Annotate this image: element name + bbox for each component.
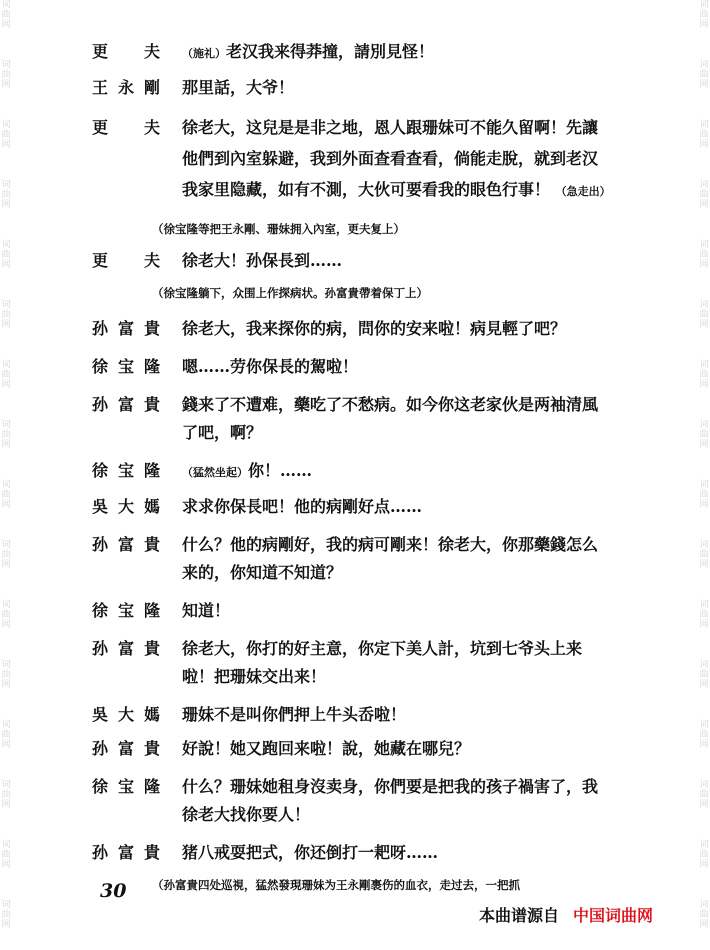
dialogue-text: 徐老大，我来探你的病，問你的安来啦！病見輕了吧？ xyxy=(182,319,567,338)
watermark-mark: 词 曲 网 xyxy=(1,240,11,270)
speaker-name: 孙富貴 xyxy=(92,739,171,758)
page-number: 30 xyxy=(100,880,127,902)
dialogue-text: 錢来了不遭难，藥吃了不愁病。如今你这老家伙是两袖清風了吧，啊？ xyxy=(182,395,599,442)
watermark-mark: 词 曲 网 xyxy=(699,60,709,90)
dialogue-line xyxy=(92,635,612,691)
watermark-mark: 词 曲 网 xyxy=(1,300,11,330)
watermark-mark: 词 曲 网 xyxy=(1,600,11,630)
watermark-mark: 词 曲 网 xyxy=(699,540,709,570)
watermark-mark: 词 曲 网 xyxy=(699,480,709,510)
watermark-mark: 词 曲 网 xyxy=(1,360,11,390)
watermark-mark: 词 曲 网 xyxy=(699,780,709,810)
dialogue-text: 什么？珊妹她租身沒卖身，你們要是把我的孩子禍害了，我徐老大找你要人！ xyxy=(182,777,599,824)
watermark-mark: 词 曲 网 xyxy=(699,420,709,450)
speaker-name: 徐宝隆 xyxy=(92,461,171,480)
speaker-name: 徐宝隆 xyxy=(92,357,171,376)
script-page xyxy=(92,42,612,907)
watermark-mark: 词 曲 网 xyxy=(1,840,11,870)
dialogue-text: 徐老大！孙保長到…… xyxy=(182,251,343,270)
watermark-mark: 词 曲 网 xyxy=(699,900,709,930)
dialogue-text: 求求你保長吧！他的病剛好点…… xyxy=(182,497,423,516)
dialogue-line xyxy=(92,251,612,271)
speaker-name: 孙富貴 xyxy=(92,319,171,338)
watermark-mark: 词 曲 网 xyxy=(1,60,11,90)
dialogue-text: 徐老大，这兒是是非之地，恩人跟珊妹可不能久留啊！先讓他們到內室躲避，我到外面查看查看，倘能走脫，就到老汉我家里隐藏，如有不測，大伙可要看我的眼色行事！ xyxy=(182,118,599,199)
site-name-link[interactable]: 中国词曲网 xyxy=(573,906,654,925)
dialogue-line xyxy=(92,843,612,863)
dialogue-text: 你！…… xyxy=(248,461,313,480)
watermark-mark: 词 曲 网 xyxy=(1,780,11,810)
right-margin-watermark xyxy=(698,0,710,950)
dialogue-text: 嗯……劳你保長的駕啦！ xyxy=(182,357,359,376)
speaker-name: 更 夫 xyxy=(92,251,171,270)
watermark-mark: 词 曲 网 xyxy=(699,600,709,630)
dialogue-text: 好說！她又跑回来啦！說，她藏在哪兒？ xyxy=(182,739,471,758)
watermark-mark: 词 曲 网 xyxy=(1,480,11,510)
stage-direction-inline: （猛然坐起） xyxy=(182,466,248,479)
dialogue-text: 老汉我来得莽撞，請別見怪！ xyxy=(226,42,435,61)
dialogue-line xyxy=(92,357,612,377)
dialogue-line xyxy=(92,531,612,587)
watermark-mark: 词 曲 网 xyxy=(699,720,709,750)
speaker-name: 吳大媽 xyxy=(92,705,171,724)
speaker-name: 徐宝隆 xyxy=(92,777,171,796)
dialogue-text: 那里話，大爷！ xyxy=(182,78,295,97)
source-label: 本曲谱源自 xyxy=(479,906,560,925)
speaker-name: 王永剛 xyxy=(92,78,171,97)
watermark-mark: 词 曲 网 xyxy=(699,240,709,270)
dialogue-line xyxy=(92,391,612,447)
speaker-name: 更 夫 xyxy=(92,118,171,137)
watermark-mark: 词 曲 网 xyxy=(1,540,11,570)
dialogue-line xyxy=(92,78,612,98)
dialogue-text: 徐老大，你打的好主意，你定下美人計，坑到七爷头上来啦！把珊妹交出来！ xyxy=(182,639,583,686)
watermark-mark: 词 曲 网 xyxy=(1,420,11,450)
dialogue-line xyxy=(92,315,612,343)
dialogue-text: 猪八戒耍把式，你还倒打一耙呀…… xyxy=(182,843,439,862)
dialogue-text: 知道！ xyxy=(182,601,231,620)
speaker-name: 孙富貴 xyxy=(92,535,171,554)
watermark-mark: 词 曲 网 xyxy=(699,300,709,330)
dialogue-line xyxy=(92,601,612,621)
watermark-mark: 词 曲 网 xyxy=(1,660,11,690)
stage-direction: （徐宝隆等把王永剛、珊妹拥入內室，更夫复上） xyxy=(152,222,405,236)
speaker-name: 孙富貴 xyxy=(92,843,171,862)
dialogue-line xyxy=(92,773,612,829)
stage-direction: （徐宝隆躺下，众围上作探病状。孙富貴帶着保丁上） xyxy=(152,286,428,300)
dialogue-line xyxy=(92,112,612,207)
watermark-mark: 词 曲 网 xyxy=(699,180,709,210)
speaker-name: 徐宝隆 xyxy=(92,601,171,620)
stage-direction: （孙富貴四处巡視，猛然發現珊妹为王永剛裹伤的血衣，走过去，一把抓 xyxy=(152,878,520,892)
speaker-name: 孙富貴 xyxy=(92,395,171,414)
dialogue-line xyxy=(92,705,612,725)
watermark-mark: 词 曲 网 xyxy=(1,720,11,750)
dialogue-line xyxy=(92,42,612,64)
watermark-mark: 词 曲 网 xyxy=(1,180,11,210)
watermark-mark: 词 曲 网 xyxy=(699,360,709,390)
dialogue-text: 什么？他的病剛好，我的病可剛来！徐老大，你那藥錢怎么来的，你知道不知道？ xyxy=(182,535,599,582)
speaker-name: 吳大媽 xyxy=(92,497,171,516)
watermark-mark: 词 曲 网 xyxy=(699,0,709,30)
dialogue-line xyxy=(92,739,612,759)
speaker-name: 更 夫 xyxy=(92,42,171,61)
watermark-mark: 词 曲 网 xyxy=(1,0,11,30)
stage-direction-inline: （急走出） xyxy=(555,185,611,198)
watermark-mark: 词 曲 网 xyxy=(699,120,709,150)
stage-direction-inline: （施礼） xyxy=(182,47,226,60)
dialogue-line xyxy=(92,497,612,517)
dialogue-line xyxy=(92,461,612,483)
watermark-mark: 词 曲 网 xyxy=(1,120,11,150)
speaker-name: 孙富貴 xyxy=(92,639,171,658)
source-credit xyxy=(479,903,653,926)
watermark-mark: 词 曲 网 xyxy=(699,840,709,870)
watermark-mark: 词 曲 网 xyxy=(699,660,709,690)
dialogue-text: 珊妹不是叫你們押上牛头岙啦！ xyxy=(182,705,407,724)
watermark-mark: 词 曲 网 xyxy=(1,900,11,930)
left-margin-watermark xyxy=(0,0,12,950)
